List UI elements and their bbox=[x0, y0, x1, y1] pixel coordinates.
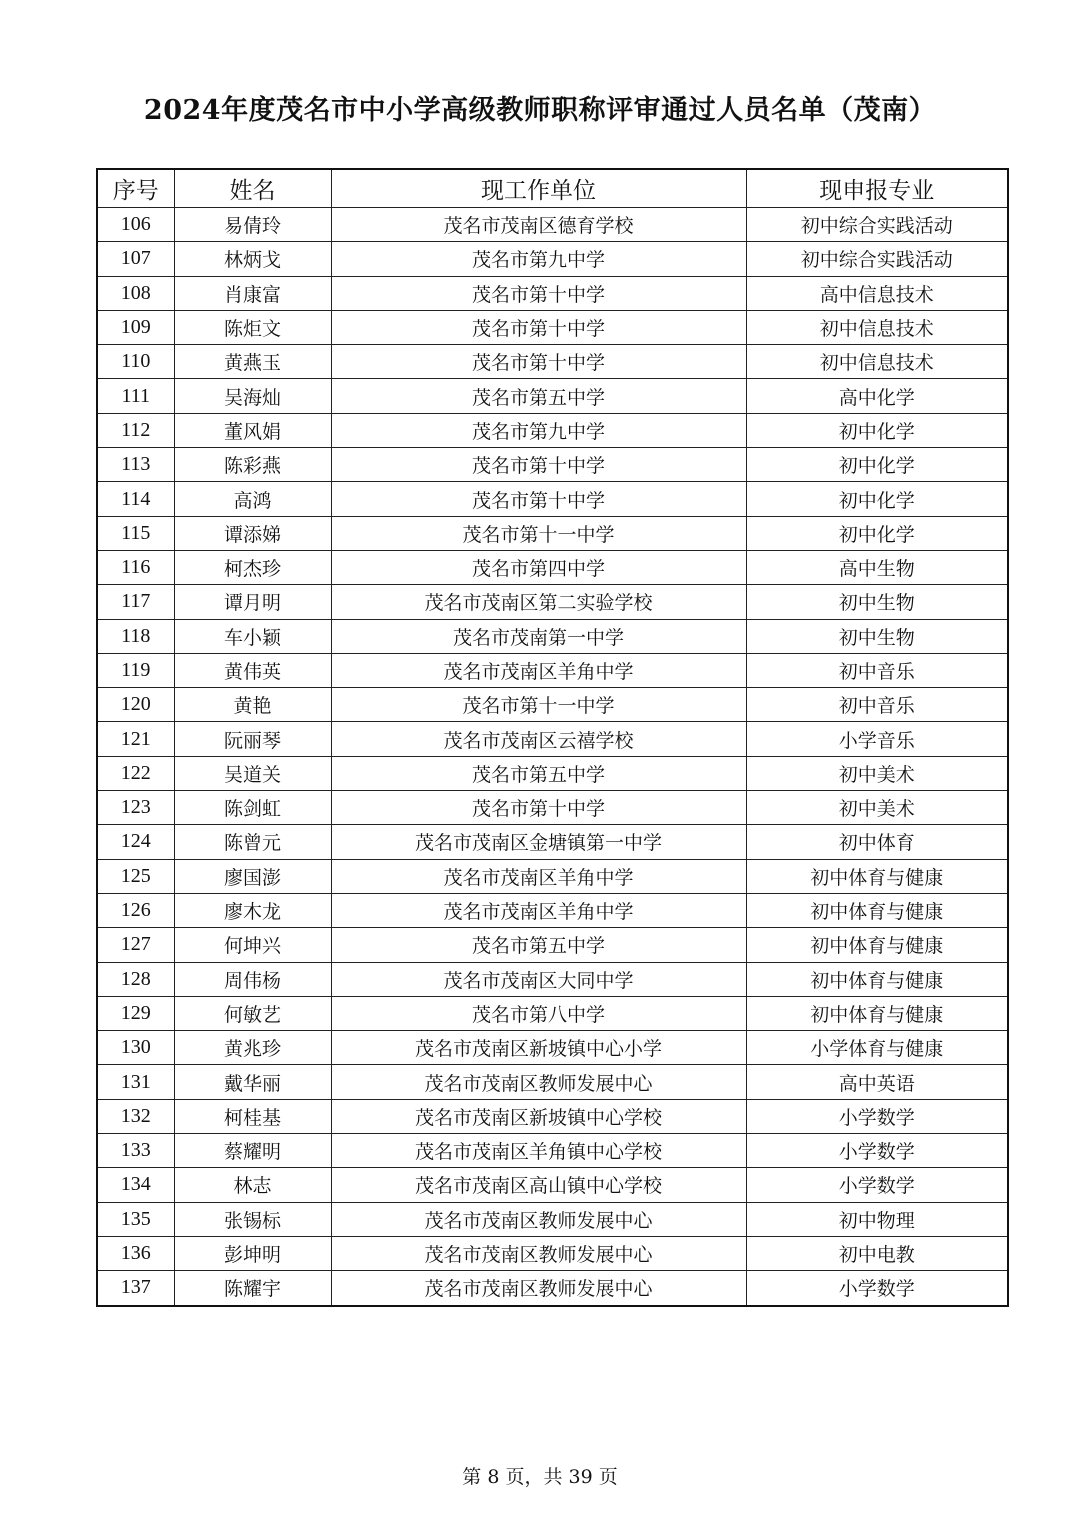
cell-index: 106 bbox=[97, 208, 174, 242]
cell-unit: 茂名市茂南区德育学校 bbox=[331, 208, 746, 242]
table-row bbox=[97, 653, 1008, 687]
cell-unit: 茂名市茂南区教师发展中心 bbox=[331, 1271, 746, 1306]
cell-index: 122 bbox=[97, 756, 174, 790]
cell-index: 109 bbox=[97, 310, 174, 344]
cell-specialty: 初中综合实践活动 bbox=[746, 242, 1008, 276]
cell-unit: 茂名市茂南区羊角镇中心学校 bbox=[331, 1134, 746, 1168]
cell-specialty: 初中电教 bbox=[746, 1236, 1008, 1270]
table-body bbox=[97, 208, 1008, 1306]
table-row bbox=[97, 1168, 1008, 1202]
cell-specialty: 小学数学 bbox=[746, 1271, 1008, 1306]
cell-index: 119 bbox=[97, 653, 174, 687]
cell-unit: 茂名市第五中学 bbox=[331, 756, 746, 790]
cell-name: 陈炬文 bbox=[174, 310, 331, 344]
cell-index: 107 bbox=[97, 242, 174, 276]
cell-unit: 茂名市第十一中学 bbox=[331, 688, 746, 722]
cell-name: 吴道关 bbox=[174, 756, 331, 790]
cell-index: 113 bbox=[97, 448, 174, 482]
cell-index: 124 bbox=[97, 825, 174, 859]
cell-unit: 茂名市第十一中学 bbox=[331, 516, 746, 550]
cell-specialty: 高中英语 bbox=[746, 1065, 1008, 1099]
cell-unit: 茂名市茂南区羊角中学 bbox=[331, 859, 746, 893]
table-row bbox=[97, 791, 1008, 825]
table-row bbox=[97, 448, 1008, 482]
table-row bbox=[97, 996, 1008, 1030]
cell-specialty: 初中信息技术 bbox=[746, 345, 1008, 379]
cell-index: 117 bbox=[97, 585, 174, 619]
table-row bbox=[97, 413, 1008, 447]
cell-unit: 茂名市第十中学 bbox=[331, 791, 746, 825]
cell-unit: 茂名市茂南第一中学 bbox=[331, 619, 746, 653]
cell-unit: 茂名市茂南区教师发展中心 bbox=[331, 1236, 746, 1270]
cell-index: 112 bbox=[97, 413, 174, 447]
cell-unit: 茂名市茂南区教师发展中心 bbox=[331, 1202, 746, 1236]
cell-index: 131 bbox=[97, 1065, 174, 1099]
cell-name: 吴海灿 bbox=[174, 379, 331, 413]
header-name: 姓名 bbox=[174, 169, 331, 208]
cell-unit: 茂名市茂南区高山镇中心学校 bbox=[331, 1168, 746, 1202]
cell-specialty: 小学数学 bbox=[746, 1099, 1008, 1133]
cell-unit: 茂名市第五中学 bbox=[331, 928, 746, 962]
table-row bbox=[97, 1202, 1008, 1236]
cell-index: 135 bbox=[97, 1202, 174, 1236]
cell-specialty: 初中体育与健康 bbox=[746, 928, 1008, 962]
table-row bbox=[97, 688, 1008, 722]
cell-specialty: 初中化学 bbox=[746, 516, 1008, 550]
cell-name: 车小颖 bbox=[174, 619, 331, 653]
cell-unit: 茂名市茂南区羊角中学 bbox=[331, 653, 746, 687]
table-row bbox=[97, 825, 1008, 859]
header-index: 序号 bbox=[97, 169, 174, 208]
cell-name: 陈彩燕 bbox=[174, 448, 331, 482]
cell-index: 129 bbox=[97, 996, 174, 1030]
cell-unit: 茂名市第五中学 bbox=[331, 379, 746, 413]
cell-name: 何坤兴 bbox=[174, 928, 331, 962]
cell-name: 董风娟 bbox=[174, 413, 331, 447]
page-footer: 第 8 页，共 39 页 bbox=[462, 1466, 618, 1488]
cell-index: 126 bbox=[97, 893, 174, 927]
cell-unit: 茂名市第十中学 bbox=[331, 310, 746, 344]
cell-index: 133 bbox=[97, 1134, 174, 1168]
table-row bbox=[97, 1271, 1008, 1306]
cell-specialty: 初中美术 bbox=[746, 791, 1008, 825]
cell-specialty: 初中体育与健康 bbox=[746, 893, 1008, 927]
cell-unit: 茂名市茂南区金塘镇第一中学 bbox=[331, 825, 746, 859]
cell-name: 陈剑虹 bbox=[174, 791, 331, 825]
cell-name: 廖木龙 bbox=[174, 893, 331, 927]
cell-index: 121 bbox=[97, 722, 174, 756]
roster-table bbox=[96, 168, 1009, 1307]
table-row bbox=[97, 893, 1008, 927]
page-title: 2024年度茂名市中小学高级教师职称评审通过人员名单（茂南） bbox=[143, 95, 937, 126]
cell-specialty: 初中信息技术 bbox=[746, 310, 1008, 344]
cell-specialty: 小学数学 bbox=[746, 1168, 1008, 1202]
cell-specialty: 初中生物 bbox=[746, 619, 1008, 653]
cell-index: 114 bbox=[97, 482, 174, 516]
cell-index: 123 bbox=[97, 791, 174, 825]
cell-specialty: 高中信息技术 bbox=[746, 276, 1008, 310]
cell-index: 137 bbox=[97, 1271, 174, 1306]
cell-unit: 茂名市茂南区大同中学 bbox=[331, 962, 746, 996]
cell-index: 111 bbox=[97, 379, 174, 413]
cell-specialty: 初中美术 bbox=[746, 756, 1008, 790]
table-row bbox=[97, 379, 1008, 413]
cell-name: 柯桂基 bbox=[174, 1099, 331, 1133]
cell-specialty: 初中化学 bbox=[746, 448, 1008, 482]
cell-name: 陈曾元 bbox=[174, 825, 331, 859]
cell-name: 黄艳 bbox=[174, 688, 331, 722]
cell-specialty: 初中化学 bbox=[746, 482, 1008, 516]
cell-specialty: 初中综合实践活动 bbox=[746, 208, 1008, 242]
cell-index: 118 bbox=[97, 619, 174, 653]
table-header-row bbox=[97, 169, 1008, 208]
table-row bbox=[97, 962, 1008, 996]
cell-specialty: 初中音乐 bbox=[746, 653, 1008, 687]
cell-unit: 茂名市茂南区第二实验学校 bbox=[331, 585, 746, 619]
cell-name: 谭添娣 bbox=[174, 516, 331, 550]
cell-specialty: 初中生物 bbox=[746, 585, 1008, 619]
table-row bbox=[97, 516, 1008, 550]
cell-name: 戴华丽 bbox=[174, 1065, 331, 1099]
cell-unit: 茂名市茂南区新坡镇中心学校 bbox=[331, 1099, 746, 1133]
table-row bbox=[97, 619, 1008, 653]
cell-unit: 茂名市第十中学 bbox=[331, 345, 746, 379]
cell-name: 周伟杨 bbox=[174, 962, 331, 996]
cell-index: 127 bbox=[97, 928, 174, 962]
cell-specialty: 初中体育与健康 bbox=[746, 962, 1008, 996]
cell-name: 林炳戈 bbox=[174, 242, 331, 276]
header-specialty: 现申报专业 bbox=[746, 169, 1008, 208]
cell-index: 125 bbox=[97, 859, 174, 893]
cell-unit: 茂名市第十中学 bbox=[331, 482, 746, 516]
cell-name: 陈耀宇 bbox=[174, 1271, 331, 1306]
cell-unit: 茂名市第九中学 bbox=[331, 242, 746, 276]
cell-specialty: 初中体育 bbox=[746, 825, 1008, 859]
cell-unit: 茂名市第四中学 bbox=[331, 550, 746, 584]
cell-unit: 茂名市第九中学 bbox=[331, 413, 746, 447]
cell-specialty: 初中体育与健康 bbox=[746, 996, 1008, 1030]
table-row bbox=[97, 928, 1008, 962]
table-row bbox=[97, 585, 1008, 619]
cell-name: 黄伟英 bbox=[174, 653, 331, 687]
cell-unit: 茂名市茂南区教师发展中心 bbox=[331, 1065, 746, 1099]
cell-unit: 茂名市茂南区羊角中学 bbox=[331, 893, 746, 927]
cell-unit: 茂名市第十中学 bbox=[331, 276, 746, 310]
table-row bbox=[97, 859, 1008, 893]
cell-name: 林志 bbox=[174, 1168, 331, 1202]
cell-name: 廖国澎 bbox=[174, 859, 331, 893]
table-row bbox=[97, 1065, 1008, 1099]
table-row bbox=[97, 345, 1008, 379]
cell-index: 116 bbox=[97, 550, 174, 584]
cell-unit: 茂名市茂南区云禧学校 bbox=[331, 722, 746, 756]
cell-specialty: 小学体育与健康 bbox=[746, 1031, 1008, 1065]
cell-index: 120 bbox=[97, 688, 174, 722]
header-unit: 现工作单位 bbox=[331, 169, 746, 208]
cell-name: 柯杰珍 bbox=[174, 550, 331, 584]
table-row bbox=[97, 722, 1008, 756]
table-row bbox=[97, 482, 1008, 516]
cell-name: 彭坤明 bbox=[174, 1236, 331, 1270]
cell-name: 高鸿 bbox=[174, 482, 331, 516]
table-row bbox=[97, 310, 1008, 344]
table-row bbox=[97, 550, 1008, 584]
cell-name: 张锡标 bbox=[174, 1202, 331, 1236]
cell-specialty: 小学音乐 bbox=[746, 722, 1008, 756]
table-row bbox=[97, 1099, 1008, 1133]
cell-name: 肖康富 bbox=[174, 276, 331, 310]
cell-name: 黄兆珍 bbox=[174, 1031, 331, 1065]
table-row bbox=[97, 756, 1008, 790]
cell-name: 黄燕玉 bbox=[174, 345, 331, 379]
cell-unit: 茂名市茂南区新坡镇中心小学 bbox=[331, 1031, 746, 1065]
cell-index: 132 bbox=[97, 1099, 174, 1133]
table-row bbox=[97, 1236, 1008, 1270]
cell-name: 蔡耀明 bbox=[174, 1134, 331, 1168]
cell-name: 何敏艺 bbox=[174, 996, 331, 1030]
cell-name: 谭月明 bbox=[174, 585, 331, 619]
cell-index: 130 bbox=[97, 1031, 174, 1065]
cell-specialty: 高中生物 bbox=[746, 550, 1008, 584]
cell-specialty: 初中体育与健康 bbox=[746, 859, 1008, 893]
cell-index: 134 bbox=[97, 1168, 174, 1202]
cell-specialty: 初中音乐 bbox=[746, 688, 1008, 722]
cell-index: 128 bbox=[97, 962, 174, 996]
cell-specialty: 初中物理 bbox=[746, 1202, 1008, 1236]
cell-index: 115 bbox=[97, 516, 174, 550]
table-row bbox=[97, 242, 1008, 276]
cell-name: 易倩玲 bbox=[174, 208, 331, 242]
table-row bbox=[97, 1134, 1008, 1168]
cell-specialty: 初中化学 bbox=[746, 413, 1008, 447]
cell-index: 110 bbox=[97, 345, 174, 379]
cell-specialty: 高中化学 bbox=[746, 379, 1008, 413]
cell-index: 136 bbox=[97, 1236, 174, 1270]
cell-name: 阮丽琴 bbox=[174, 722, 331, 756]
cell-unit: 茂名市第十中学 bbox=[331, 448, 746, 482]
cell-unit: 茂名市第八中学 bbox=[331, 996, 746, 1030]
table-row bbox=[97, 276, 1008, 310]
table-row bbox=[97, 208, 1008, 242]
cell-index: 108 bbox=[97, 276, 174, 310]
table-row bbox=[97, 1031, 1008, 1065]
cell-specialty: 小学数学 bbox=[746, 1134, 1008, 1168]
